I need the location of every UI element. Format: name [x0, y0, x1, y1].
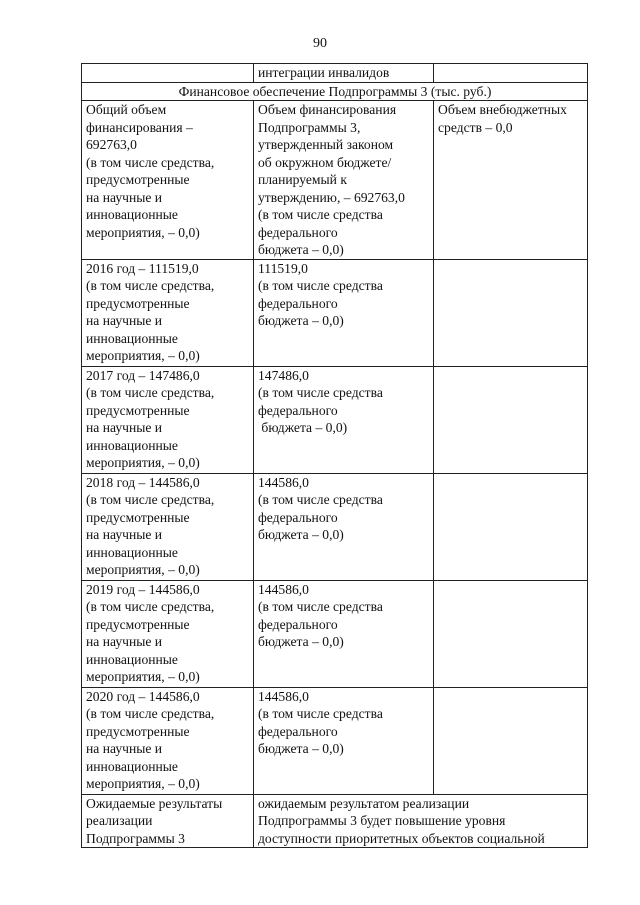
cell-text: 111519,0 [258, 260, 308, 276]
year-cell [82, 259, 254, 366]
year-budget-cell [254, 259, 434, 366]
cell-text: федерального [258, 224, 338, 240]
table-cell [434, 259, 588, 366]
cell-text: 144586,0 [258, 581, 309, 597]
cell-text: бюджета – 0,0) [258, 242, 344, 257]
cell-text: федерального [258, 295, 338, 311]
financing-header: Финансовое обеспечение Подпрограммы 3 (тыс. руб.) [82, 82, 588, 101]
cell-text: на научные и [86, 420, 163, 435]
cell-text: инновационные [86, 207, 178, 222]
cell-text: Общий объем [86, 102, 167, 117]
cell-text: мероприятия, – 0,0) [86, 224, 200, 240]
cell-text: бюджета – 0,0) [258, 420, 348, 435]
cell-text: средств – 0,0 [438, 119, 513, 135]
cell-text: федерального [258, 402, 338, 418]
cell-text: инновационные [86, 330, 178, 346]
cell-text: реализации [86, 813, 153, 828]
cell-text: (в том числе средства, [86, 706, 215, 721]
cell-text: (в том числе средства [258, 278, 383, 293]
table-row [82, 580, 588, 687]
cell-text: (в том числе средства [258, 706, 383, 721]
cell-text: инновационные [86, 758, 178, 774]
cell-text: на научные и [86, 313, 163, 328]
cell-text: об окружном бюджете/ [258, 154, 392, 170]
table-cell [434, 473, 588, 580]
cell-text: инновационные [86, 651, 178, 667]
year-budget-cell [254, 687, 434, 794]
cell-text: 2017 год – 147486,0 [86, 367, 200, 383]
year-cell [82, 473, 254, 580]
cell-text: (в том числе средства [258, 599, 383, 614]
cell-text: финансирования – [86, 119, 193, 135]
cell-text: предусмотренные [86, 402, 190, 418]
cell-text: предусмотренные [86, 509, 190, 525]
table-cell [82, 64, 254, 83]
financing-table [81, 63, 588, 848]
cell-text: 2019 год – 144586,0 [86, 581, 200, 597]
table-cell [434, 580, 588, 687]
cell-text: федерального [258, 616, 338, 632]
table-row [82, 687, 588, 794]
table-row [82, 64, 588, 83]
table-row [82, 259, 588, 366]
year-cell [82, 580, 254, 687]
cell-text: Подпрограммы 3, [258, 119, 361, 135]
cell-text: 144586,0 [258, 688, 309, 704]
cell-text: 2020 год – 144586,0 [86, 688, 200, 704]
cell-text: 2016 год – 111519,0 [86, 260, 199, 276]
results-label-cell [82, 794, 254, 848]
year-budget-cell [254, 580, 434, 687]
cell-text: Подпрограммы 3 будет повышение уровня [258, 813, 506, 828]
cell-text: (в том числе средства, [86, 385, 215, 400]
page-number: 90 [313, 36, 327, 51]
cell-text: инновационные [86, 437, 178, 453]
cell-text: интеграции инвалидов [258, 65, 390, 80]
cell-text: мероприятия, – 0,0) [86, 455, 200, 470]
cell-text: (в том числе средства, [86, 599, 215, 614]
cell-text: бюджета – 0,0) [258, 741, 344, 756]
year-cell [82, 687, 254, 794]
cell-text: бюджета – 0,0) [258, 313, 344, 328]
results-text-cell [254, 794, 588, 848]
table-row [82, 82, 588, 101]
cell-text: на научные и [86, 189, 163, 205]
cell-text: (в том числе средства, [86, 492, 215, 507]
cell-text: (в том числе средства, [86, 278, 215, 293]
total-financing-cell [82, 101, 254, 260]
cell-text: предусмотренные [86, 723, 190, 739]
cell-text: Ожидаемые результаты [86, 795, 223, 811]
table-row [82, 366, 588, 473]
table-cell [254, 64, 434, 83]
cell-text: предусмотренные [86, 172, 190, 187]
cell-text: Подпрограммы 3 [86, 830, 185, 846]
budget-financing-cell [254, 101, 434, 260]
cell-text: 144586,0 [258, 474, 309, 490]
cell-text: на научные и [86, 741, 163, 756]
cell-text: утверждению, – 692763,0 [258, 189, 405, 205]
cell-text: (в том числе средства [258, 207, 383, 222]
cell-text: планируемый к [258, 172, 347, 187]
cell-text: Объем финансирования [258, 102, 397, 117]
table-row [82, 101, 588, 260]
cell-text: (в том числе средства [258, 385, 383, 400]
extrabudgetary-cell [434, 101, 588, 260]
cell-text: мероприятия, – 0,0) [86, 348, 200, 363]
cell-text: Объем внебюджетных [438, 102, 567, 117]
table-row [82, 794, 588, 848]
cell-text: на научные и [86, 634, 163, 649]
cell-text: на научные и [86, 527, 163, 542]
cell-text: 2018 год – 144586,0 [86, 474, 200, 490]
cell-text: 147486,0 [258, 367, 309, 383]
cell-text: утвержденный законом [258, 137, 394, 152]
cell-text: предусмотренные [86, 295, 190, 311]
cell-text: мероприятия, – 0,0) [86, 562, 200, 577]
year-budget-cell [254, 366, 434, 473]
table-cell [434, 366, 588, 473]
cell-text: предусмотренные [86, 616, 190, 632]
table-cell [434, 687, 588, 794]
cell-text: 692763,0 [86, 137, 137, 152]
cell-text: федерального [258, 723, 338, 739]
year-cell [82, 366, 254, 473]
cell-text: федерального [258, 509, 338, 525]
year-budget-cell [254, 473, 434, 580]
cell-text: мероприятия, – 0,0) [86, 776, 200, 791]
cell-text: мероприятия, – 0,0) [86, 669, 200, 684]
cell-text: доступности приоритетных объектов социальной [258, 830, 545, 846]
table-cell [434, 64, 588, 83]
cell-text: инновационные [86, 544, 178, 560]
cell-text: (в том числе средства, [86, 154, 215, 170]
table-row [82, 473, 588, 580]
cell-text: ожидаемым результатом реализации [258, 795, 470, 811]
cell-text: бюджета – 0,0) [258, 527, 344, 542]
cell-text: (в том числе средства [258, 492, 383, 507]
cell-text: бюджета – 0,0) [258, 634, 344, 649]
